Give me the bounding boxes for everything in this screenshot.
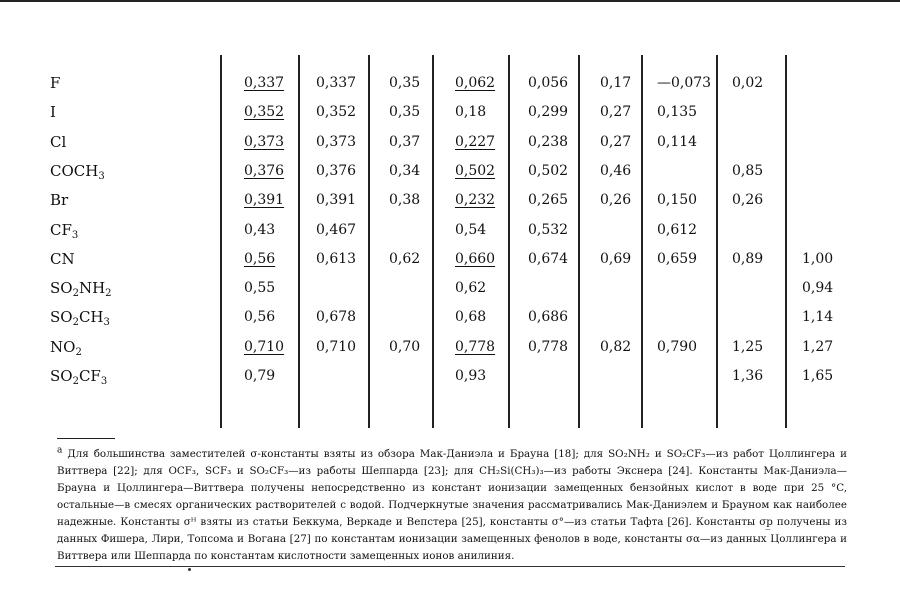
row-label: Cl [50, 132, 67, 151]
table-cell: 0,790 [657, 338, 698, 355]
table-cell: 0,82 [600, 338, 632, 355]
table-cell: 1,14 [802, 309, 834, 326]
table-cell: 0,337 [244, 75, 285, 91]
column-divider [298, 55, 300, 428]
row-label: $SO_2CF_3$ [50, 367, 108, 387]
table-cell: 0,62 [455, 280, 487, 297]
table-cell: 0,43 [244, 221, 276, 238]
table-cell: 0,352 [244, 104, 285, 121]
footnote-separator [57, 438, 115, 439]
table-cell: 0,150 [657, 192, 698, 209]
table-cell: 0,93 [455, 368, 487, 384]
table-cell: 0,37 [389, 133, 421, 150]
table-cell: 0,710 [244, 338, 285, 355]
row-label: I [50, 103, 56, 122]
row-label: $NO_2$ [50, 337, 82, 358]
table-cell: 0,056 [528, 75, 569, 91]
table-cell: 0,69 [600, 250, 632, 267]
table-cell: 0,062 [455, 75, 496, 91]
table-cell: 0,34 [389, 162, 421, 179]
column-divider [220, 55, 222, 428]
table-cell: 0,778 [528, 338, 569, 355]
table-cell: 0,659 [657, 250, 698, 267]
row-label: $SO_2CH_3$ [50, 308, 110, 329]
table-cell: 0,299 [528, 104, 569, 121]
table-cell: 0,686 [528, 309, 569, 326]
table-cell: 0,710 [316, 338, 357, 355]
table-cell: 0,612 [657, 221, 698, 238]
table-cell: 0,54 [455, 221, 487, 238]
table-cell: 0,467 [316, 221, 357, 238]
table-cell: 0,56 [244, 309, 276, 326]
table-cell: 0,79 [244, 368, 276, 384]
table-cell: 0,89 [732, 250, 764, 267]
table-cell: 0,352 [316, 104, 357, 121]
column-divider [508, 55, 510, 428]
table-cell: 0,391 [316, 192, 357, 209]
table-cell: 0,55 [244, 280, 276, 297]
table-cell: 0,376 [316, 162, 357, 179]
table-cell: 0,17 [600, 75, 632, 91]
column-divider [785, 55, 787, 428]
table-cell: 0,613 [316, 250, 357, 267]
table-cell: 1,36 [732, 368, 764, 384]
table-cell: —0,073 [657, 75, 712, 91]
column-divider [368, 55, 370, 428]
table-cell: 0,502 [455, 162, 496, 179]
table-cell: 0,376 [244, 162, 285, 179]
table-cell: 0,232 [455, 192, 496, 209]
footnote-mark: a [57, 445, 63, 456]
table-cell: 0,778 [455, 338, 496, 355]
table-cell: 0,391 [244, 192, 285, 209]
table-cell: 0,337 [316, 75, 357, 91]
row-label: F [50, 74, 61, 92]
table-cell: 0,238 [528, 133, 569, 150]
table-cell: 1,65 [802, 368, 834, 384]
footnote [57, 446, 847, 565]
table-cell: 0,26 [732, 192, 764, 209]
column-divider [432, 55, 434, 428]
table-cell: 0,26 [600, 192, 632, 209]
table-cell: 0,35 [389, 104, 421, 121]
table-cell: 0,27 [600, 104, 632, 121]
table-cell: 0,27 [600, 133, 632, 150]
table-cell: 1,00 [802, 250, 834, 267]
table-cell: 0,18 [455, 104, 487, 121]
table-cell: 0,227 [455, 133, 496, 150]
table-cell: 0,85 [732, 162, 764, 179]
table-cell: 0,02 [732, 75, 764, 91]
table-cell: 1,25 [732, 338, 764, 355]
column-divider [716, 55, 718, 428]
table-cell: 1,27 [802, 338, 834, 355]
table-cell: 0,70 [389, 338, 421, 355]
table-cell: 0,373 [244, 133, 285, 150]
row-label: $SO_2NH_2$ [50, 279, 112, 300]
page-speck [188, 568, 191, 571]
table-cell: 0,38 [389, 192, 421, 209]
table-cell: 0,660 [455, 250, 496, 267]
table-cell: 0,62 [389, 250, 421, 267]
row-label: Br [50, 191, 69, 210]
bottom-rule [55, 566, 845, 567]
column-divider [578, 55, 580, 428]
column-divider [641, 55, 643, 428]
row-label: CN [50, 249, 75, 268]
table-cell: 0,502 [528, 162, 569, 179]
table-cell: 0,674 [528, 250, 569, 267]
table-cell: 0,532 [528, 221, 569, 238]
footnote-text: Для большинства заместителей σ-константы взяты из обзора Мак-Даниэла и Брауна [18]; для SO₂NH₂ и SO₂CF₃—из работ Цоллингера и Виттвера [22]; для OCF₃, SCF₃ и SO₂CF₃—из работы Шеппарда [23]; для CH₂Si(CH₃)₃—из работы Экснера [24]. Константы Мак-Даниэла—Брауна и Цоллингера—Виттвера получены непосредственно из констант ионизации замещенных бензойных кислот в воде при 25 °C, остальные—в смесях органических растворителей с водой. Подчеркнутые значения рассматривались Мак-Даниэлем и Брауном как наиболее надежные. Константы σᴴ взяты из статьи Беккума, Веркаде и Вепстера [25], константы σ°—из статьи Тафта [26]. Константы σp̲ получены из данных Фишера, Лири, Топсома и Вогана [27] по константам ионизации замещенных фенолов в воде, константы σα—из данных Цоллингера и Виттвера или Шеппарда по константам кислотности замещенных ионов анилиния. [57, 448, 847, 562]
top-rule [0, 0, 900, 2]
table-cell: 0,68 [455, 309, 487, 326]
table-cell: 0,35 [389, 75, 421, 91]
table-cell: 0,265 [528, 192, 569, 209]
table-cell: 0,114 [657, 133, 698, 150]
table-cell: 0,94 [802, 280, 834, 297]
table-cell: 0,46 [600, 162, 632, 179]
row-label: $COCH_3$ [50, 161, 105, 182]
table-cell: 0,135 [657, 104, 698, 121]
row-label: $CF_3$ [50, 220, 79, 241]
table-cell: 0,678 [316, 309, 357, 326]
table-cell: 0,56 [244, 250, 276, 267]
table-cell: 0,373 [316, 133, 357, 150]
